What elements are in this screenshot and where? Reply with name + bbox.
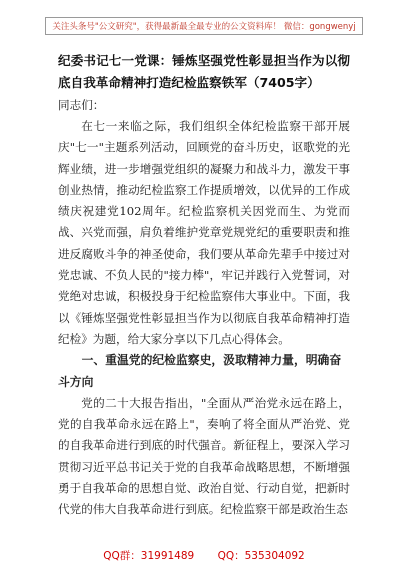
section-heading: 一、重温党的纪检监察史，汲取精神力量，明确奋斗方向 bbox=[58, 353, 342, 389]
paragraph-intro: 在七一来临之际，我们组织全体纪检监察干部开展庆"七一"主题系列活动，回顾党的奋斗历史，讴歌党的光辉业绩，进一步增强党组织的凝聚力和战斗力，激发干事创业热情，推动纪检监察工作提质增效，以优异的工作成绩庆祝建党102周年。纪检监察机关因党而生、为党而战、兴党而强，肩负着维护党章党规党纪的重要职责和推进反腐败斗争的神圣使命，我们要从革命先辈手中接过对党忠诚、不负人民的"接力棒"，牢记并践行入党誓词，对党绝对忠诚，积极投身于纪检监察伟大事业中。下面，我以《锤炼坚强党性彰显担当作为以彻底自我革命精神打造纪检》为题，给大家分享以下几点心得体会。 bbox=[58, 119, 350, 346]
salutation: 同志们： bbox=[58, 98, 105, 112]
banner-text: 关注头条号"公文研究"，获得最新最全最专业的公文资料库！ 微信：gongwenyj bbox=[45, 17, 362, 35]
document-body bbox=[58, 50, 350, 521]
document-title: 纪委书记七一党课：锤炼坚强党性彰显担当作为以彻底自我革命精神打造纪检监察铁军（7405字） bbox=[58, 53, 350, 90]
footer-qq-group: QQ群：31991489 bbox=[103, 550, 195, 562]
top-banner bbox=[0, 14, 408, 35]
footer-qq: QQ：535304092 bbox=[217, 550, 305, 562]
footer-contact bbox=[0, 548, 408, 563]
paragraph-section-1: 党的二十大报告指出，"全面从严治党永远在路上，党的自我革命永远在路上"，奏响了将全面从严治党、党的自我革命进行到底的时代强音。新征程上，要深入学习贯彻习近平总书记关于党的自我革命战略思想，不断增强勇于自我革命的思想自觉、政治自觉、行动自觉，把新时代党的伟大自我革命进行到底。纪检监察干部是政治生态 bbox=[58, 395, 350, 517]
